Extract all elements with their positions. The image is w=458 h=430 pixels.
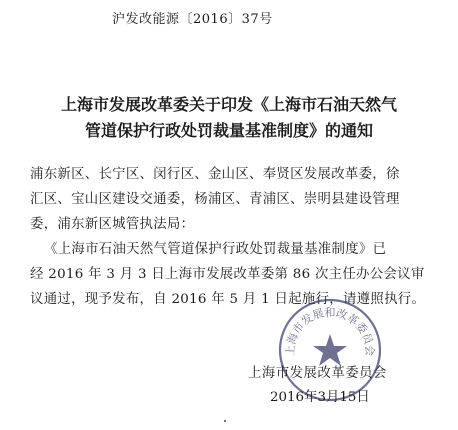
body-line-3: 委，浦东新区城管执法局：	[30, 217, 195, 232]
title-line-1: 上海市发展改革委关于印发《上海市石油天然气	[60, 95, 397, 114]
body-line-2: 汇区、宝山区建设交通委，杨浦区、青浦区、崇明县建设管理	[30, 192, 400, 207]
signature-organization: 上海市发展改革委员会	[248, 366, 387, 381]
page-mark	[224, 420, 226, 422]
body-line-4: 《上海市石油天然气管道保护行政处罚裁量基准制度》已	[44, 242, 387, 257]
body-line-6: 议通过，现予发布，自 2016 年 5 月 1 日起施行，请遵照执行。	[30, 292, 426, 307]
seal-text-path: 上海市发展和改革委员会	[283, 306, 377, 357]
title-line-2: 管道保护行政处罚裁量基准制度》的通知	[84, 121, 373, 140]
body-line-1: 浦东新区、长宁区、闵行区、金山区、奉贤区发展改革委，徐	[30, 167, 400, 182]
document-number: 沪发改能源〔2016〕37号	[112, 12, 273, 27]
signature-date: 2016年3月15日	[270, 390, 370, 405]
body-line-5: 经 2016 年 3 月 3 日上海市发展改革委第 86 次主任办公会议审	[30, 267, 425, 282]
